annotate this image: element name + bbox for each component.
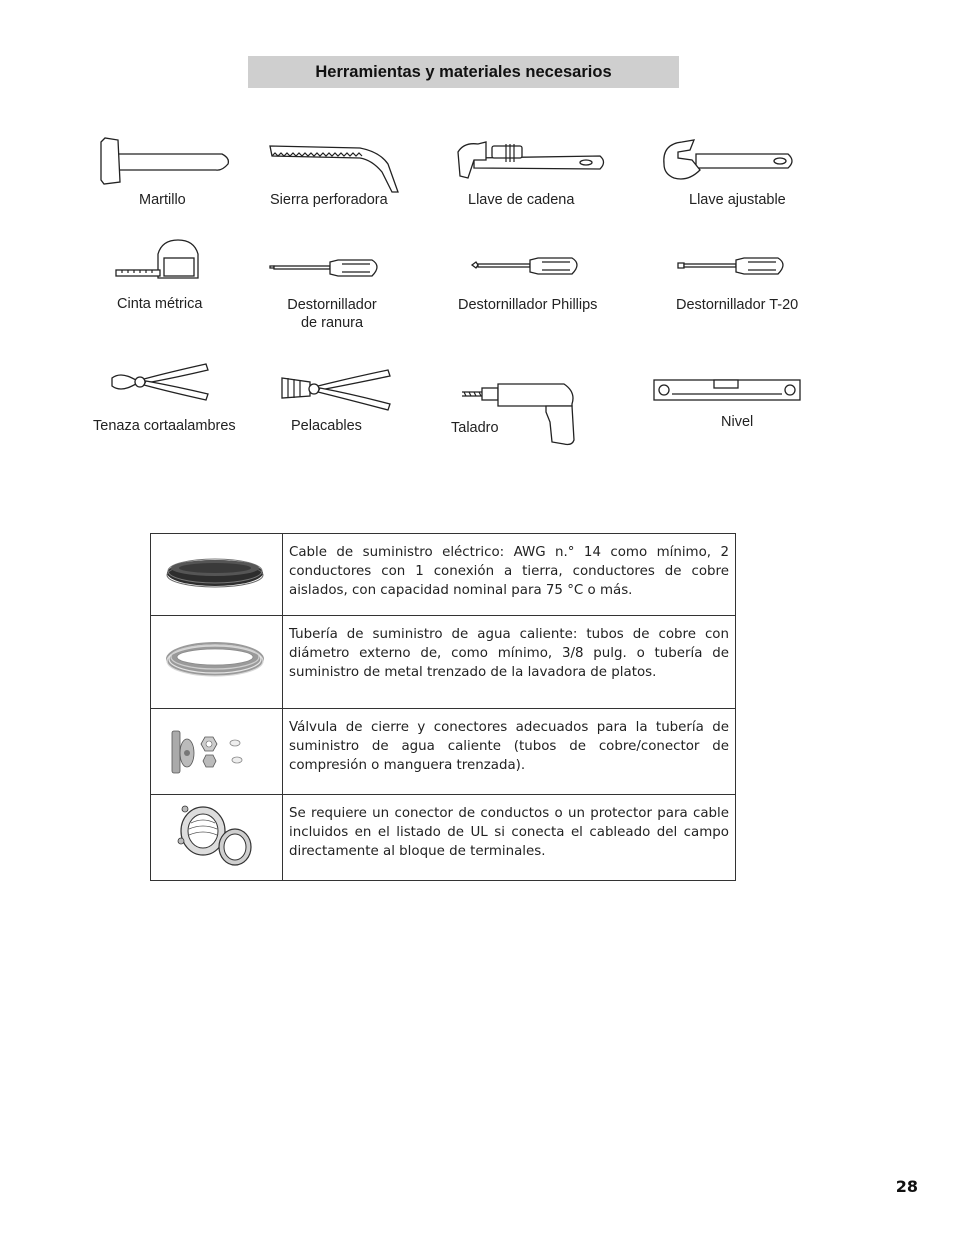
material-image-cell — [151, 534, 283, 616]
shutoff-valve-fittings-icon — [151, 709, 282, 789]
copper-tubing-coil-icon — [151, 616, 282, 703]
tool-label: Sierra perforadora — [270, 192, 388, 208]
material-description: Válvula de cierre y conectores adecuados para la tubería de suministro de agua caliente (tubos de cobre/conector de compresión o manguera trenzada). — [283, 709, 736, 795]
tool-label: Llave ajustable — [689, 192, 786, 208]
material-description: Tubería de suministro de agua caliente: tubos de cobre con diámetro externo de, como mínimo, 3/8 pulg. o tubería de suministro de metal trenzado de la lavadora de platos. — [283, 616, 736, 709]
phillips-screwdriver-icon — [470, 254, 582, 280]
material-description: Se requiere un conector de conductos o un protector para cable incluidos en el listado de UL si conecta el cableado del campo directamente al bloque de terminales. — [283, 795, 736, 881]
tool-label: Destornillador T-20 — [676, 297, 799, 313]
pipe-wrench-icon — [454, 138, 608, 182]
conduit-connector-icon — [151, 795, 282, 875]
tool-label: Destornillador Phillips — [458, 297, 598, 313]
level-icon — [652, 378, 802, 404]
wire-stripper-icon — [280, 368, 392, 412]
table-row — [151, 534, 736, 616]
hammer-icon — [98, 136, 232, 188]
torx-screwdriver-icon — [676, 254, 788, 280]
material-image-cell — [151, 616, 283, 709]
adjustable-wrench-icon — [660, 138, 796, 184]
table-row — [151, 709, 736, 795]
page-number: 28 — [895, 1177, 918, 1196]
flat-screwdriver-icon — [268, 256, 382, 282]
tool-label: Tenaza cortaalambres — [93, 418, 236, 434]
tool-label-line1: Destornillador — [287, 297, 377, 313]
tool-label — [282, 296, 382, 332]
power-cable-coil-icon — [151, 534, 282, 610]
tool-label: Llave de cadena — [468, 192, 575, 208]
table-row — [151, 795, 736, 881]
tool-label: Martillo — [139, 192, 186, 208]
material-image-cell — [151, 709, 283, 795]
material-description: Cable de suministro eléctrico: AWG n.° 14 como mínimo, 2 conductores con 1 conexión a tierra, conductores de cobre aislados, con capacidad nominal para 75 °C o más. — [283, 534, 736, 616]
tape-measure-icon — [112, 238, 200, 282]
tool-label: Taladro — [451, 420, 499, 436]
table-row — [151, 616, 736, 709]
tool-label: Nivel — [721, 414, 754, 430]
materials-table — [150, 533, 736, 881]
keyhole-saw-icon — [268, 142, 400, 194]
tool-label: Cinta métrica — [117, 296, 203, 312]
tool-label-line2: de ranura — [300, 315, 364, 331]
material-image-cell — [151, 795, 283, 881]
page-title: Herramientas y materiales necesarios — [248, 56, 679, 88]
wire-cutter-icon — [110, 362, 212, 402]
tool-label: Pelacables — [291, 418, 362, 434]
